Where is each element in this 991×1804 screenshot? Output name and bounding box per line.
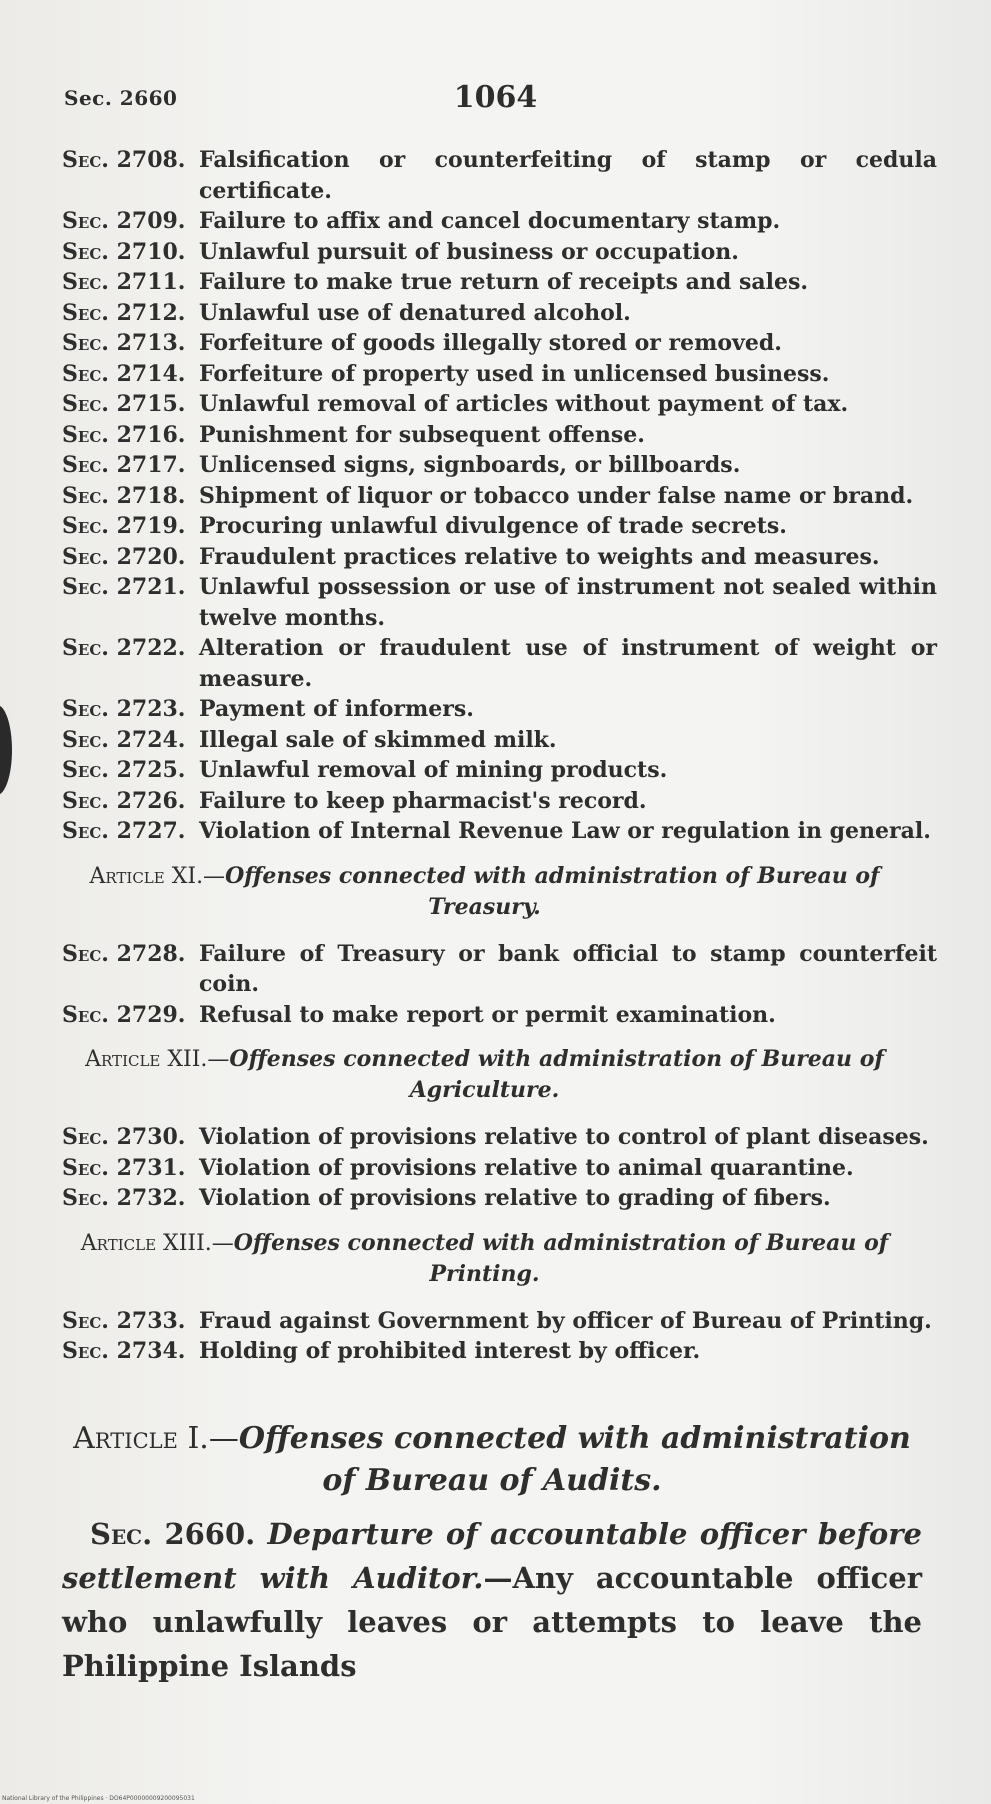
section-title: Fraudulent practices relative to weights and measures. (199, 543, 880, 570)
section-entry (62, 725, 937, 756)
section-index (62, 145, 937, 1367)
section-title: Fraud against Government by officer of Bureau of Printing. (199, 1307, 932, 1334)
binding-hole (0, 705, 12, 795)
section-title: Forfeiture of goods illegally stored or removed. (199, 330, 782, 356)
section-title: Illegal sale of skimmed milk. (199, 726, 557, 753)
section-number: Sec. 2712. (62, 299, 186, 326)
article-xi-heading: Article XI.—Offenses connected with administration of Bureau of Treasury. (89, 862, 880, 920)
section-entry (62, 572, 937, 633)
section-number: Sec. 2718. (62, 482, 186, 509)
section-number: Sec. 2709. (62, 208, 186, 234)
section-number: Sec. 2732. (62, 1185, 186, 1211)
section-entry (62, 939, 937, 1000)
section-number: Sec. 2729. (62, 1001, 186, 1028)
section-entry (62, 328, 937, 359)
section-title: Violation of provisions relative to control of plant diseases. (199, 1124, 929, 1150)
page-number: 1064 (453, 80, 538, 115)
section-title: Unlawful pursuit of business or occupation. (199, 238, 739, 265)
section-number: Sec. 2721. (62, 574, 186, 600)
section-entry (62, 298, 937, 329)
section-title: Holding of prohibited interest by officer. (199, 1338, 701, 1364)
section-number: Sec. 2713. (62, 330, 186, 356)
section-2660-number: Sec. 2660. (90, 1517, 256, 1551)
section-entry (62, 511, 937, 542)
section-number: Sec. 2715. (62, 391, 186, 417)
section-number: Sec. 2733. (62, 1307, 186, 1334)
article-i-heading: Article I.—Offenses connected with administration of Bureau of Audits. (73, 1421, 911, 1498)
scan-footer: National Library of the Philippines · DO64P00000009200095031 (2, 1795, 195, 1802)
section-title: Failure of Treasury or bank official to stamp counterfeit coin. (199, 940, 937, 997)
section-title: Unlawful possession or use of instrument not sealed within twelve months. (199, 574, 937, 631)
section-2660-title: Departure of accountable officer before settlement with Auditor. (62, 1517, 922, 1595)
entries-group-excise (62, 145, 937, 847)
section-entry (62, 145, 937, 206)
section-title: Violation of provisions relative to grading of fibers. (199, 1185, 831, 1211)
section-title: Shipment of liquor or tobacco under false name or brand. (199, 482, 914, 509)
section-entry (62, 1336, 937, 1367)
section-entry (62, 755, 937, 786)
section-number: Sec. 2730. (62, 1124, 186, 1150)
section-number: Sec. 2731. (62, 1154, 186, 1181)
section-title: Refusal to make report or permit examination. (199, 1001, 776, 1028)
section-number: Sec. 2711. (62, 269, 186, 295)
section-number: Sec. 2710. (62, 238, 186, 265)
section-number: Sec. 2723. (62, 696, 186, 722)
section-title: Unlawful removal of mining products. (199, 757, 668, 783)
section-number: Sec. 2720. (62, 543, 186, 570)
section-title: Alteration or fraudulent use of instrument of weight or measure. (199, 635, 937, 692)
section-2660-body (62, 1512, 922, 1688)
section-number: Sec. 2727. (62, 818, 186, 844)
section-title: Unlicensed signs, signboards, or billboards. (199, 452, 741, 478)
section-entry (62, 1153, 937, 1184)
section-title: Payment of informers. (199, 696, 474, 722)
entries-group-printing (62, 1306, 937, 1367)
section-number: Sec. 2708. (62, 147, 186, 173)
section-entry (62, 389, 937, 420)
section-title: Failure to affix and cancel documentary stamp. (199, 208, 781, 234)
section-2660-text: —Any accountable officer who unlawfully leaves or attempts to leave the Philippine Islands (62, 1561, 922, 1683)
section-entry (62, 1122, 937, 1153)
section-title: Failure to keep pharmacist's record. (199, 787, 647, 814)
section-entry (62, 359, 937, 390)
running-head-section: Sec. 2660 (64, 86, 178, 110)
section-entry (62, 542, 937, 573)
section-entry (62, 450, 937, 481)
article-xii-heading: Article XII.—Offenses connected with administration of Bureau of Agriculture. (85, 1046, 884, 1103)
section-title: Failure to make true return of receipts and sales. (199, 269, 809, 295)
section-number: Sec. 2714. (62, 360, 186, 387)
section-entry (62, 633, 937, 694)
section-entry (62, 481, 937, 512)
section-number: Sec. 2728. (62, 940, 186, 967)
article-xiii-heading: Article XIII.—Offenses connected with administration of Bureau of Printing. (80, 1229, 889, 1287)
section-title: Unlawful use of denatured alcohol. (199, 299, 631, 326)
section-entry (62, 786, 937, 817)
section-entry (62, 420, 937, 451)
section-number: Sec. 2722. (62, 635, 186, 661)
section-number: Sec. 2724. (62, 726, 186, 753)
section-title: Unlawful removal of articles without payment of tax. (199, 391, 849, 417)
section-title: Procuring unlawful divulgence of trade secrets. (199, 513, 787, 539)
section-entry (62, 816, 937, 847)
section-title: Falsification or counterfeiting of stamp or cedula certificate. (199, 147, 937, 204)
section-number: Sec. 2716. (62, 421, 186, 448)
section-entry (62, 1183, 937, 1214)
section-number: Sec. 2734. (62, 1338, 186, 1364)
section-entry (62, 267, 937, 298)
section-number: Sec. 2717. (62, 452, 186, 478)
section-entry (62, 1000, 937, 1031)
section-number: Sec. 2726. (62, 787, 186, 814)
section-entry (62, 694, 937, 725)
section-entry (62, 237, 937, 268)
section-entry (62, 1306, 937, 1337)
entries-group-agriculture (62, 1122, 937, 1214)
section-number: Sec. 2719. (62, 513, 186, 539)
section-number: Sec. 2725. (62, 757, 186, 783)
section-entry (62, 206, 937, 237)
section-title: Violation of provisions relative to animal quarantine. (199, 1154, 854, 1181)
section-title: Forfeiture of property used in unlicensed business. (199, 360, 830, 387)
section-title: Violation of Internal Revenue Law or regulation in general. (199, 818, 931, 844)
section-title: Punishment for subsequent offense. (199, 421, 645, 448)
entries-group-treasury (62, 939, 937, 1031)
